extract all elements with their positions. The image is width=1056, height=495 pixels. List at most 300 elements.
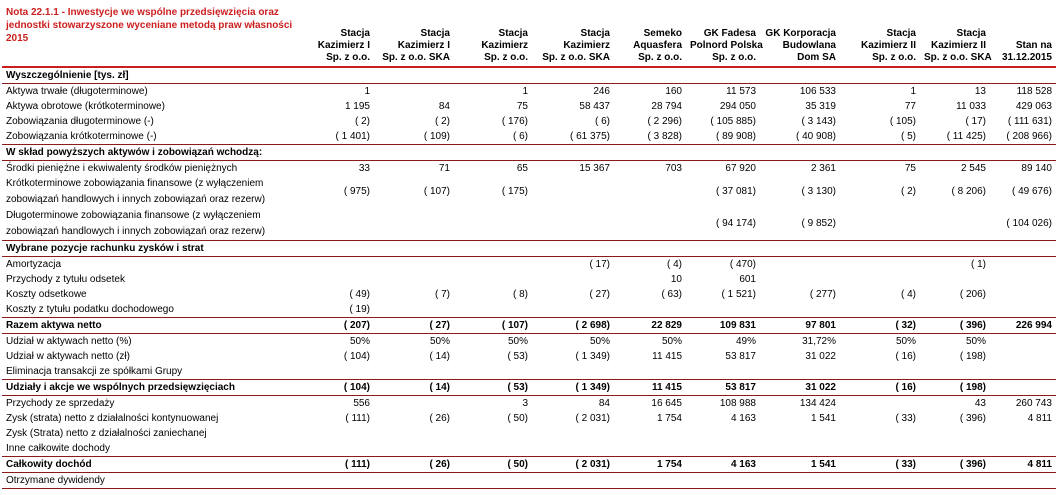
cell-value: ( 11 425): [946, 130, 986, 142]
cell-value: 1 754: [656, 412, 682, 424]
cell-value: 58 437: [579, 100, 610, 112]
column-header-line: Sp. z o.o.: [484, 52, 528, 63]
cell-value: [686, 302, 760, 318]
cell-value: ( 396): [920, 318, 990, 334]
column-header-line: 31.12.2015: [1001, 52, 1052, 63]
cell-value: [454, 426, 532, 441]
column-header-line: Stacja: [420, 28, 450, 39]
cell-value: 4 811: [1027, 412, 1052, 424]
cell-value: [920, 364, 990, 380]
column-header: [454, 0, 532, 67]
cell-value: ( 208 966): [1006, 130, 1052, 142]
cell-value: 1 541: [810, 412, 836, 424]
cell-value: ( 16): [895, 350, 916, 362]
cell-value: [760, 257, 840, 273]
cell-value: [302, 441, 374, 457]
cell-value: ( 17): [589, 258, 610, 270]
cell-value: 50%: [507, 335, 528, 347]
cell-value: [990, 287, 1056, 302]
cell-value: ( 89 908): [715, 130, 756, 142]
table-title: Nota 22.1.1 - Inwestycje we wspólne przedsięwzięcia oraz jednostki stowarzyszone wyceniane metodą praw własności 2015: [2, 0, 302, 67]
cell-value: [840, 208, 920, 241]
cell-value: 1 754: [614, 457, 686, 473]
cell-value: 4 163: [686, 457, 760, 473]
cell-value: [454, 257, 532, 273]
row-label: Zysk (strata) netto z działalności kontynuowanej: [6, 412, 219, 424]
cell-value: [920, 145, 990, 161]
cell-value: ( 111 631): [1007, 115, 1052, 127]
row-label: Aktywa obrotowe (krótkoterminowe): [6, 100, 165, 112]
cell-value: [920, 473, 990, 489]
column-header: [840, 0, 920, 67]
cell-value: ( 9 852): [801, 218, 836, 229]
cell-value: [920, 241, 990, 257]
table-row: [2, 302, 1056, 318]
cell-value: [840, 441, 920, 457]
cell-value: 31 022: [805, 350, 836, 362]
cell-value: [760, 473, 840, 489]
cell-value: 1 195: [344, 100, 370, 112]
cell-value: 31 022: [760, 380, 840, 396]
cell-value: [840, 396, 920, 412]
cell-value: 43: [974, 397, 986, 409]
row-label: Wybrane pozycje rachunku zysków i strat: [2, 241, 302, 257]
cell-value: [302, 364, 374, 380]
table-row: [2, 145, 1056, 161]
cell-value: ( 111): [345, 412, 370, 424]
cell-value: ( 2 031): [532, 457, 614, 473]
row-label: Środki pieniężne i ekwiwalenty środków pieniężnych: [6, 162, 238, 174]
cell-value: [454, 441, 532, 457]
cell-value: 16 645: [651, 397, 682, 409]
cell-value: 84: [438, 100, 450, 112]
cell-value: [532, 176, 614, 208]
row-label: Aktywa trwałe (długoterminowe): [6, 85, 148, 97]
investments-table: [2, 0, 1056, 489]
cell-value: [760, 145, 840, 161]
column-header-line: Stacja: [498, 28, 528, 39]
cell-value: 1: [522, 85, 528, 97]
cell-value: [532, 208, 614, 241]
cell-value: [454, 145, 532, 161]
cell-value: [990, 334, 1056, 350]
cell-value: [614, 208, 686, 241]
cell-value: [532, 426, 614, 441]
cell-value: ( 27): [589, 288, 610, 300]
cell-value: ( 176): [501, 115, 528, 127]
row-label: Krótkoterminowe zobowiązania finansowe (z wyłączeniem zobowiązań handlowych i innych zobowiązań oraz rezerw): [6, 178, 266, 205]
cell-value: ( 7): [435, 288, 450, 300]
cell-value: [302, 145, 374, 161]
cell-value: 50%: [661, 335, 682, 347]
cell-value: ( 1): [971, 258, 986, 270]
cell-value: ( 104): [343, 350, 370, 362]
cell-value: 556: [353, 397, 370, 409]
row-label: Zysk (Strata) netto z działalności zaniechanej: [6, 427, 207, 439]
cell-value: 67 920: [725, 162, 756, 174]
table-row: [2, 349, 1056, 364]
cell-value: 703: [665, 162, 682, 174]
cell-value: [840, 272, 920, 287]
column-header: [302, 0, 374, 67]
cell-value: [532, 241, 614, 257]
cell-value: 294 050: [719, 100, 756, 112]
cell-value: ( 53): [454, 380, 532, 396]
row-label: Udziały i akcje we wspólnych przedsięwzięciach: [2, 380, 302, 396]
cell-value: 4 811: [990, 457, 1056, 473]
cell-value: ( 107): [454, 318, 532, 334]
cell-value: ( 104): [302, 380, 374, 396]
cell-value: ( 107): [423, 186, 450, 197]
table-body: [2, 67, 1056, 489]
cell-value: [840, 145, 920, 161]
table-row: [2, 396, 1056, 412]
cell-value: [302, 241, 374, 257]
cell-value: ( 33): [840, 457, 920, 473]
cell-value: ( 198): [920, 380, 990, 396]
table-row: [2, 380, 1056, 396]
cell-value: [686, 473, 760, 489]
cell-value: [920, 302, 990, 318]
cell-value: [760, 272, 840, 287]
cell-value: 13: [974, 85, 986, 97]
row-label: Całkowity dochód: [2, 457, 302, 473]
cell-value: ( 32): [840, 318, 920, 334]
cell-value: [374, 257, 454, 273]
cell-value: [302, 473, 374, 489]
cell-value: 3: [522, 397, 528, 409]
cell-value: [990, 67, 1056, 84]
cell-value: ( 6): [513, 130, 528, 142]
cell-value: [532, 473, 614, 489]
cell-value: ( 61 375): [569, 130, 610, 142]
cell-value: ( 3 828): [647, 130, 682, 142]
cell-value: ( 37 081): [715, 186, 756, 197]
cell-value: [614, 145, 686, 161]
cell-value: ( 49): [349, 288, 370, 300]
cell-value: 15 367: [579, 162, 610, 174]
column-header-line: Kazimierz I: [397, 40, 450, 51]
cell-value: 50%: [895, 335, 916, 347]
cell-value: [302, 208, 374, 241]
column-header-line: Dom SA: [797, 52, 836, 63]
table-row: [2, 99, 1056, 114]
cell-value: [990, 241, 1056, 257]
cell-value: 75: [904, 162, 916, 174]
cell-value: 50%: [965, 335, 986, 347]
table-row: [2, 176, 1056, 208]
cell-value: [532, 67, 614, 84]
cell-value: [990, 380, 1056, 396]
cell-value: [454, 302, 532, 318]
cell-value: 108 988: [719, 397, 756, 409]
cell-value: [454, 241, 532, 257]
cell-value: [374, 441, 454, 457]
cell-value: [614, 364, 686, 380]
table-row: [2, 241, 1056, 257]
table-row: [2, 411, 1056, 426]
cell-value: ( 33): [895, 412, 916, 424]
cell-value: 2 361: [810, 162, 836, 174]
cell-value: 75: [516, 100, 528, 112]
column-header-line: Stacja: [956, 28, 986, 39]
cell-value: [920, 208, 990, 241]
cell-value: [840, 302, 920, 318]
cell-value: [840, 241, 920, 257]
cell-value: ( 2 031): [575, 412, 610, 424]
cell-value: [302, 272, 374, 287]
cell-value: 84: [598, 397, 610, 409]
cell-value: ( 19): [349, 303, 370, 315]
cell-value: 35 319: [805, 100, 836, 112]
cell-value: [840, 473, 920, 489]
cell-value: [614, 426, 686, 441]
cell-value: ( 8): [513, 288, 528, 300]
row-label: Udział w aktywach netto (%): [6, 335, 132, 347]
column-header-line: Sp. z o.o. SKA: [382, 52, 450, 63]
cell-value: ( 14): [374, 380, 454, 396]
cell-value: 4 163: [730, 412, 756, 424]
cell-value: ( 277): [809, 288, 836, 300]
cell-value: [990, 364, 1056, 380]
table-row: [2, 208, 1056, 241]
cell-value: [614, 473, 686, 489]
cell-value: 22 829: [614, 318, 686, 334]
cell-value: [374, 241, 454, 257]
table-row: [2, 84, 1056, 100]
row-label: Wyszczególnienie [tys. zł]: [2, 67, 302, 84]
table-row: [2, 287, 1056, 302]
column-header-line: Kazimierz: [481, 40, 528, 51]
cell-value: ( 2): [901, 186, 916, 197]
row-label: Eliminacja transakcji ze spółkami Grupy: [6, 365, 183, 377]
cell-value: [840, 257, 920, 273]
cell-value: [532, 364, 614, 380]
cell-value: [532, 302, 614, 318]
cell-value: 11 033: [956, 100, 986, 112]
table-row: [2, 257, 1056, 273]
column-header-line: Kazimierz I: [317, 40, 370, 51]
cell-value: ( 105): [889, 115, 916, 127]
cell-value: 246: [593, 85, 610, 97]
cell-value: 53 817: [725, 350, 756, 362]
cell-value: ( 975): [343, 186, 370, 197]
cell-value: ( 2 698): [532, 318, 614, 334]
column-header-line: Sp. z o.o. SKA: [924, 52, 992, 63]
column-header: [990, 0, 1056, 67]
cell-value: 106 533: [799, 85, 836, 97]
cell-value: [990, 272, 1056, 287]
cell-value: [374, 208, 454, 241]
cell-value: ( 50): [507, 412, 528, 424]
row-label: Inne całkowite dochody: [6, 442, 110, 454]
cell-value: [920, 441, 990, 457]
row-label: Przychody z tytułu odsetek: [6, 273, 125, 285]
cell-value: 1 541: [760, 457, 840, 473]
column-header-line: Sp. z o.o. SKA: [542, 52, 610, 63]
cell-value: ( 111): [302, 457, 374, 473]
cell-value: [760, 302, 840, 318]
cell-value: ( 206): [959, 288, 986, 300]
row-label: Zobowiązania długoterminowe (-): [6, 115, 154, 127]
cell-value: 28 794: [651, 100, 682, 112]
cell-value: ( 1 349): [575, 350, 610, 362]
cell-value: 50%: [429, 335, 450, 347]
cell-value: ( 14): [429, 350, 450, 362]
header-row: [2, 0, 1056, 67]
cell-value: ( 8 206): [951, 186, 986, 197]
cell-value: [374, 364, 454, 380]
column-header: [374, 0, 454, 67]
column-header-line: Sp. z o.o.: [326, 52, 370, 63]
cell-value: [614, 67, 686, 84]
row-label: Udział w aktywach netto (zł): [6, 350, 130, 362]
cell-value: [840, 364, 920, 380]
cell-value: 97 801: [760, 318, 840, 334]
table-row: [2, 161, 1056, 177]
table-row: [2, 426, 1056, 441]
cell-value: ( 5): [901, 130, 916, 142]
table-row: [2, 364, 1056, 380]
cell-value: 160: [665, 85, 682, 97]
cell-value: [454, 208, 532, 241]
cell-value: [532, 272, 614, 287]
cell-value: ( 2): [435, 115, 450, 127]
cell-value: ( 105 885): [710, 115, 756, 127]
row-label: Zobowiązania krótkoterminowe (-): [6, 130, 157, 142]
cell-value: [990, 473, 1056, 489]
cell-value: 89 140: [1021, 162, 1052, 174]
cell-value: [990, 349, 1056, 364]
cell-value: 10: [670, 273, 682, 285]
table-row: [2, 272, 1056, 287]
column-header: [532, 0, 614, 67]
column-header-line: Aquasfera: [633, 40, 682, 51]
column-header: [614, 0, 686, 67]
cell-value: ( 4): [901, 288, 916, 300]
cell-value: [302, 426, 374, 441]
column-header-line: Budowlana: [782, 40, 836, 51]
cell-value: 71: [438, 162, 450, 174]
cell-value: [454, 473, 532, 489]
cell-value: 2 545: [960, 162, 986, 174]
cell-value: ( 3 130): [801, 186, 836, 197]
column-header-line: Stacja: [580, 28, 610, 39]
cell-value: 134 424: [799, 397, 836, 409]
table-row: [2, 473, 1056, 489]
column-header-line: GK Fadesa: [703, 28, 756, 39]
cell-value: ( 104 026): [1006, 218, 1052, 229]
cell-value: [302, 67, 374, 84]
cell-value: 11 415: [652, 350, 682, 362]
cell-value: ( 175): [501, 186, 528, 197]
cell-value: [686, 364, 760, 380]
cell-value: 109 831: [686, 318, 760, 334]
table-row: [2, 318, 1056, 334]
cell-value: ( 94 174): [715, 218, 756, 229]
cell-value: 11 573: [726, 85, 756, 97]
cell-value: [840, 426, 920, 441]
cell-value: [760, 441, 840, 457]
cell-value: [686, 426, 760, 441]
cell-value: ( 1 349): [532, 380, 614, 396]
cell-value: [532, 441, 614, 457]
table-row: [2, 67, 1056, 84]
column-header-line: Stacja: [886, 28, 916, 39]
cell-value: 50%: [349, 335, 370, 347]
cell-value: ( 17): [965, 115, 986, 127]
cell-value: ( 470): [729, 258, 756, 270]
cell-value: [374, 145, 454, 161]
cell-value: [614, 302, 686, 318]
cell-value: [374, 302, 454, 318]
cell-value: [686, 145, 760, 161]
column-header-line: Stacja: [340, 28, 370, 39]
cell-value: ( 1 521): [721, 288, 756, 300]
cell-value: ( 4): [667, 258, 682, 270]
column-header: [920, 0, 990, 67]
cell-value: [760, 426, 840, 441]
table-row: [2, 441, 1056, 457]
row-label: Koszty z tytułu podatku dochodowego: [6, 303, 174, 315]
cell-value: [990, 145, 1056, 161]
cell-value: [614, 241, 686, 257]
cell-value: ( 198): [959, 350, 986, 362]
cell-value: [374, 272, 454, 287]
cell-value: [374, 426, 454, 441]
cell-value: ( 27): [374, 318, 454, 334]
cell-value: [990, 426, 1056, 441]
cell-value: [374, 396, 454, 412]
cell-value: [920, 426, 990, 441]
cell-value: ( 16): [840, 380, 920, 396]
cell-value: 33: [358, 162, 370, 174]
cell-value: [990, 257, 1056, 273]
cell-value: [760, 67, 840, 84]
cell-value: ( 63): [661, 288, 682, 300]
column-header-line: Sp. z o.o.: [872, 52, 916, 63]
cell-value: ( 50): [454, 457, 532, 473]
cell-value: [374, 473, 454, 489]
cell-value: [532, 145, 614, 161]
column-header-line: Stan na: [1015, 40, 1052, 51]
cell-value: 601: [739, 273, 756, 285]
cell-value: ( 53): [507, 350, 528, 362]
column-header-line: Kazimierz II: [930, 40, 986, 51]
row-label: Przychody ze sprzedaży: [6, 397, 115, 409]
cell-value: ( 207): [302, 318, 374, 334]
row-label: Amortyzacja: [6, 258, 62, 270]
cell-value: 53 817: [686, 380, 760, 396]
cell-value: [374, 67, 454, 84]
cell-value: 429 063: [1015, 100, 1052, 112]
cell-value: 1: [910, 85, 916, 97]
column-header-line: Sp. z o.o.: [712, 52, 756, 63]
cell-value: 226 994: [990, 318, 1056, 334]
cell-value: [920, 272, 990, 287]
cell-value: ( 109): [423, 130, 450, 142]
cell-value: [686, 67, 760, 84]
column-header-line: Kazimierz II: [860, 40, 916, 51]
row-label: W skład powyższych aktywów i zobowiązań wchodzą:: [2, 145, 302, 161]
cell-value: ( 396): [959, 412, 986, 424]
cell-value: [454, 364, 532, 380]
cell-value: 65: [516, 162, 528, 174]
cell-value: [760, 241, 840, 257]
cell-value: 77: [904, 100, 916, 112]
table-row: [2, 114, 1056, 129]
row-label: Długoterminowe zobowiązania finansowe (z wyłączeniem zobowiązań handlowych i innych zobowiązań oraz rezerw): [6, 210, 266, 237]
